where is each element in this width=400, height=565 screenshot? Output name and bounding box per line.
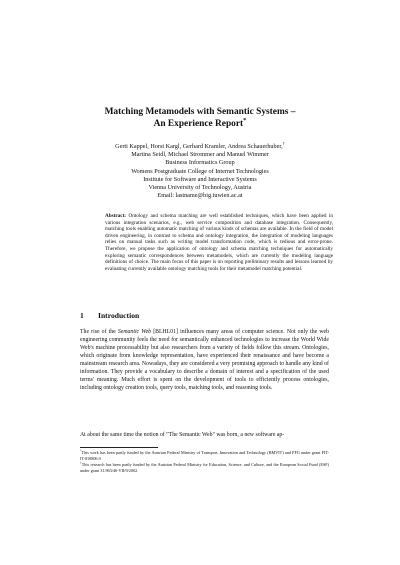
intro-paragraph-1 — [80, 328, 329, 392]
abstract-text: Ontology and schema matching are well established techniques, which have been applied in various integration scenarios, e.g., web service composition and database integration. Consequently, matching tools enabling automatic matching of various kinds of schemas are available. In the field of model driven engineering, in contrast to schema and ontology integration, the integration of modeling languages relies on manual tasks such as writing model transformation code, which is tedious and error-prone. Therefore, we propose the application of ontology and schema matching techniques for automatically exploring semantic correspondences between metamodels, which are currently the modeling language definitions of choice. The main focus of this paper is on reporting preliminary results and lessons learned by evaluating currently available ontology matching tools for their metamodel matching potential. — [105, 213, 333, 272]
section-title: Introduction — [98, 311, 140, 320]
authors-line-1-text: Gerti Kappel, Horst Kargl, Gerhard Kramler, Andrea Schauerhuber, — [115, 143, 283, 150]
title-footnote-marker: * — [243, 116, 247, 124]
footnote-1-marker: * — [80, 448, 82, 453]
authors-line-1 — [40, 140, 360, 151]
semantic-web-term: Semantic Web — [117, 329, 152, 335]
affiliation-4: Vienna University of Technology, Austria — [148, 184, 252, 192]
footnote-2-marker: † — [80, 460, 82, 465]
abstract-label: Abstract: — [105, 213, 127, 219]
footnote-2 — [80, 462, 329, 473]
footnote-rule — [80, 447, 158, 448]
paper-title — [40, 106, 360, 130]
title-line-2 — [40, 118, 360, 130]
affiliation-3: Institute for Software and Interactive Systems — [143, 175, 257, 183]
author-block — [40, 140, 360, 200]
para1-rest: [BLHL01] influences many areas of computer science. Not only the web engineering community feels the need for semantically enhanced technologies to increase the World Wide Web's machine processability but also researchers from a variety of fields follow this stream. Ontologies, which originate from knowledge representation, have experienced their renaissance and have become a mainstream research area. Nowadays, they are considered a very promising approach to handle any kind of information. They provide a vocabulary to describe a domain of interest and a specification of the used terms' meaning. Much effort is spent on the development of tools to efficiently process ontologies, including ontology creation tools, query tools, matching tools, and reasoning tools. — [80, 329, 330, 392]
para1-start: The rise of the — [80, 329, 118, 335]
section-number: 1 — [80, 311, 84, 320]
authors-line-2: Martina Seidl, Michael Strommer and Manuel Wimmer — [131, 151, 269, 159]
affiliation-1: Business Informatics Group — [165, 159, 235, 167]
footnote-2-text: This research has been partly funded by the Austrian Federal Ministry for Education, Science, and Culture, and the European Social Fund (ESF) under grant 31.963/46-VII/9/2002. — [80, 462, 329, 473]
intro-paragraph-2: At about the same time the notion of "The Semantic Web" was born, a new software ap- — [80, 432, 285, 438]
contact-email: Email: lastname@big.tuwien.ac.at — [157, 192, 243, 200]
footnotes — [80, 447, 329, 474]
footnote-1 — [80, 450, 329, 461]
title-line-2-text: An Experience Report — [153, 119, 244, 129]
affiliation-2: Womens Postgraduate College of Internet Technologies — [131, 167, 269, 175]
title-line-1: Matching Metamodels with Semantic Systems – — [104, 107, 296, 117]
footnote-1-text: This work has been partly funded by the Austrian Federal Ministry of Transport, Innovation and Technology (BMVIT) and FFG under grant FIT-IT-810806.0 — [80, 450, 329, 461]
abstract — [105, 213, 333, 272]
section-heading — [80, 311, 139, 320]
author-footnote-marker: † — [282, 140, 285, 146]
